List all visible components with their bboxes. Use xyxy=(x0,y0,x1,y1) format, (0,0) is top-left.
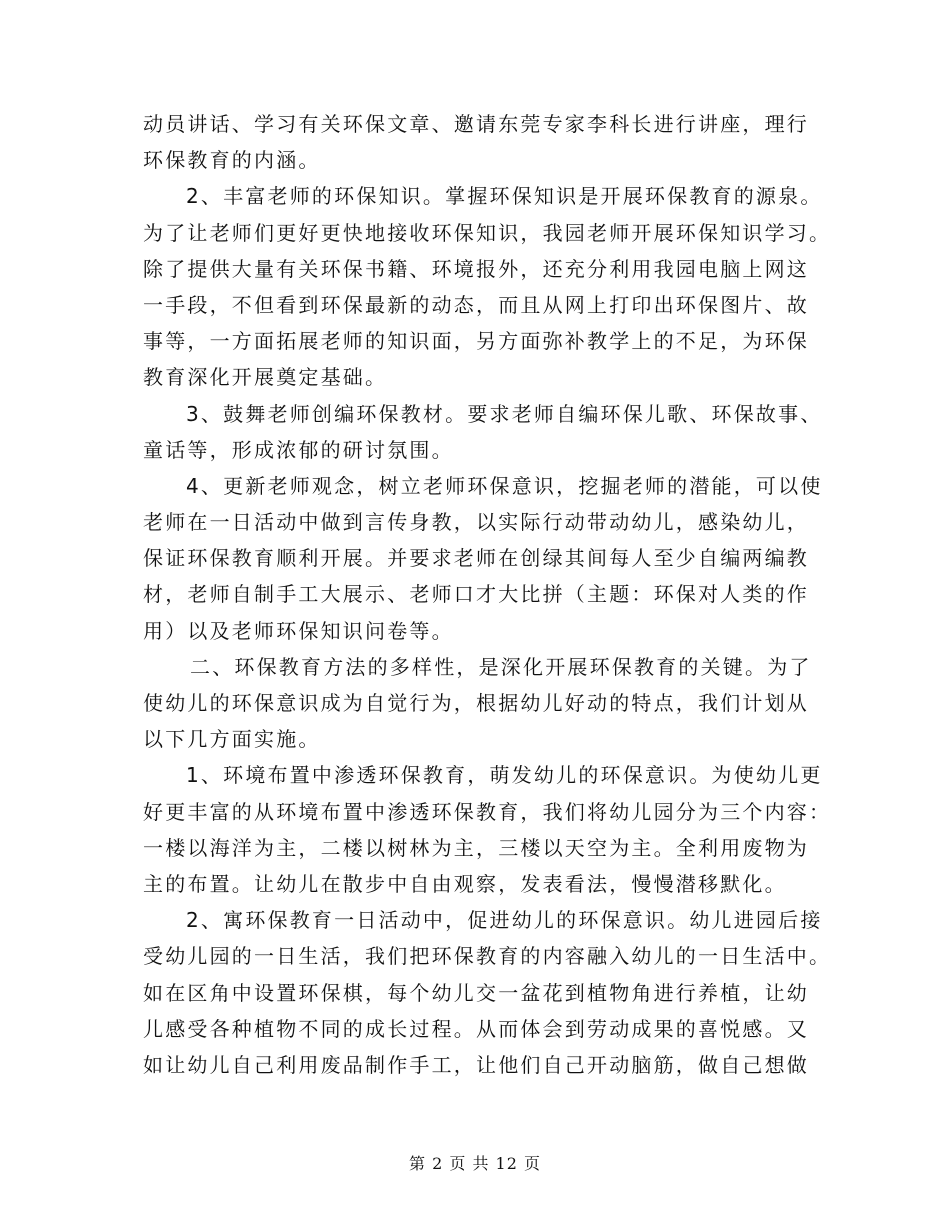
body-line-12: 老师在一日活动中做到言传身教，以实际行动带动幼儿，感染幼儿， xyxy=(143,510,809,535)
body-line-22: 主的布置。让幼儿在散步中自由观察，发表看法，慢慢潜移默化。 xyxy=(143,871,787,896)
body-line-11: 4、更新老师观念，树立老师环保意识，挖掘老师的潜能，可以使 xyxy=(186,473,823,498)
body-line-13: 保证环保教育顺利开展。并要求老师在创绿其间每人至少自编两编教 xyxy=(143,546,809,571)
body-line-19: 1、环境布置中渗透环保教育，萌发幼儿的环保意识。为使幼儿更 xyxy=(186,763,823,788)
body-line-10: 童话等，形成浓郁的研讨氛围。 xyxy=(143,437,454,462)
body-line-26: 儿感受各种植物不同的成长过程。从而体会到劳动成果的喜悦感。又 xyxy=(143,1016,809,1041)
body-line-14: 材，老师自制手工大展示、老师口才大比拼（主题：环保对人类的作 xyxy=(143,582,809,607)
body-line-8: 教育深化开展奠定基础。 xyxy=(143,365,388,390)
body-line-24: 受幼儿园的一日生活，我们把环保教育的内容融入幼儿的一日生活中。 xyxy=(143,944,832,969)
body-line-17: 使幼儿的环保意识成为自觉行为，根据幼儿好动的特点，我们计划从 xyxy=(143,691,809,715)
body-line-23: 2、寓环保教育一日活动中，促进幼儿的环保意识。幼儿进园后接 xyxy=(186,908,823,933)
body-line-15: 用）以及老师环保知识问卷等。 xyxy=(143,618,454,643)
body-line-20: 好更丰富的从环境布置中渗透环保教育，我们将幼儿园分为三个内容： xyxy=(143,799,832,824)
body-line-5: 除了提供大量有关环保书籍、环境报外，还充分利用我园电脑上网这 xyxy=(143,256,809,281)
body-line-7: 事等，一方面拓展老师的知识面，另方面弥补教学上的不足，为环保 xyxy=(143,329,809,354)
page-number: 第 2 页 共 12 页 xyxy=(409,1154,541,1173)
body-line-27: 如让幼儿自己利用废品制作手工，让他们自己开动脑筋，做自己想做 xyxy=(143,1052,809,1077)
body-line-3: 2、丰富老师的环保知识。掌握环保知识是开展环保教育的源泉。 xyxy=(186,184,823,209)
body-line-6: 一手段，不但看到环保最新的动态，而且从网上打印出环保图片、故 xyxy=(143,292,809,317)
body-line-16: 二、环保教育方法的多样性，是深化开展环保教育的关键。为了 xyxy=(190,654,812,679)
document-body xyxy=(143,106,832,1083)
body-line-1: 动员讲话、学习有关环保文章、邀请东莞专家李科长进行讲座，理行 xyxy=(143,112,809,136)
body-line-21: 一楼以海洋为主，二楼以树林为主，三楼以天空为主。全利用废物为 xyxy=(143,835,809,860)
body-line-18: 以下几方面实施。 xyxy=(143,727,321,752)
body-line-2: 环保教育的内涵。 xyxy=(143,148,321,173)
body-line-25: 如在区角中设置环保棋，每个幼儿交一盆花到植物角进行养植，让幼 xyxy=(143,980,809,1005)
body-line-4: 为了让老师们更好更快地接收环保知识，我园老师开展环保知识学习。 xyxy=(143,220,832,245)
body-line-9: 3、鼓舞老师创编环保教材。要求老师自编环保儿歌、环保故事、 xyxy=(186,401,823,426)
